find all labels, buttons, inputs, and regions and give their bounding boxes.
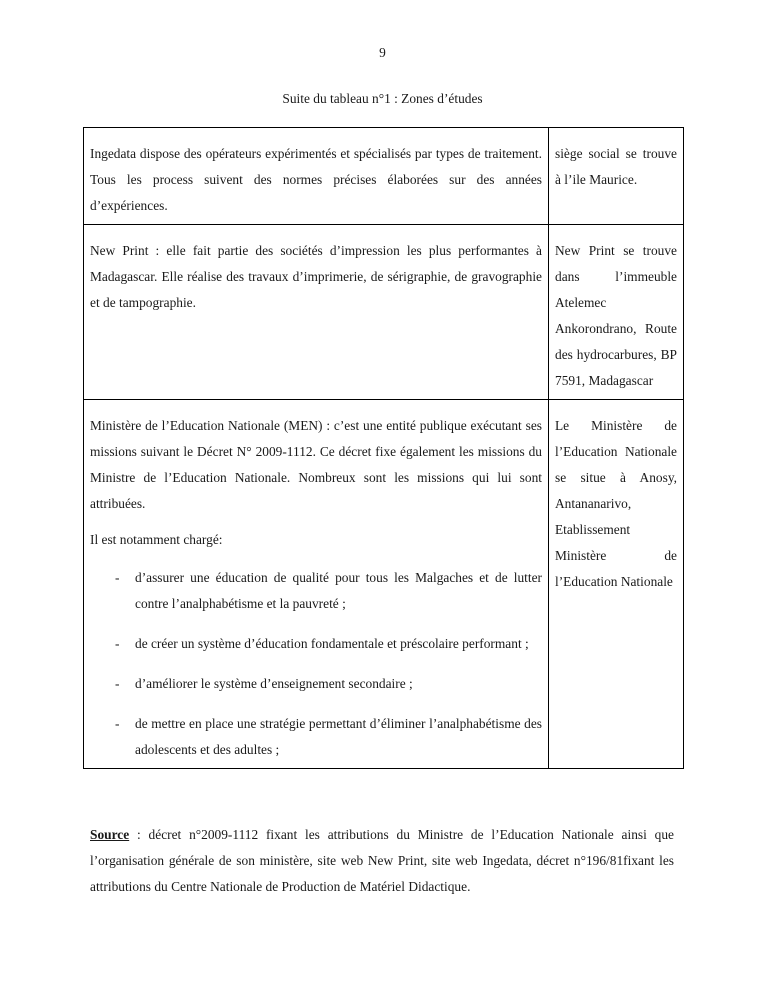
- list-item: [90, 631, 542, 657]
- list-item: [90, 711, 542, 763]
- mission-text: d’améliorer le système d’enseignement secondaire ;: [135, 676, 413, 691]
- description-text: Ingedata dispose des opérateurs expérimentés et spécialisés par types de traitement. Tous les process suivent des normes précises élaborées sur des années d’expériences.: [90, 146, 542, 213]
- row-location-cell: [549, 400, 684, 769]
- bullet-dash: -: [115, 676, 120, 691]
- zones-table: [83, 127, 684, 769]
- mission-text: d’assurer une éducation de qualité pour tous les Malgaches et de lutter contre l’analphabétisme et la pauvreté ;: [135, 570, 542, 611]
- bullet-dash: -: [115, 716, 120, 731]
- bullet-dash: -: [115, 636, 120, 651]
- missions-intro: Il est notamment chargé:: [90, 532, 223, 547]
- missions-list: [90, 565, 542, 763]
- bullet-dash: -: [115, 570, 120, 585]
- table-row: [84, 400, 684, 769]
- source-note: [90, 822, 674, 900]
- page-number: 9: [379, 45, 386, 60]
- mission-text: de mettre en place une stratégie permettant d’éliminer l’analphabétisme des adolescents et des adultes ;: [135, 716, 542, 757]
- table-row: [84, 128, 684, 225]
- row-description-cell: [84, 225, 549, 400]
- mission-text: de créer un système d’éducation fondamentale et préscolaire performant ;: [135, 636, 529, 651]
- row-location-cell: [549, 128, 684, 225]
- list-item: [90, 671, 542, 697]
- list-item: [90, 565, 542, 617]
- source-text: : décret n°2009-1112 fixant les attributions du Ministre de l’Education Nationale ainsi que l’organisation générale de son ministère, site web New Print, site web Ingedata, décret n°196/81fixant les attributions du Centre Nationale de Production de Matériel Didactique.: [90, 827, 674, 894]
- description-text: New Print : elle fait partie des sociétés d’impression les plus performantes à Madagascar. Elle réalise des travaux d’imprimerie, de sérigraphie, de gravographie et de tampographie.: [90, 243, 542, 310]
- description-text: Ministère de l’Education Nationale (MEN) : c’est une entité publique exécutant ses missions suivant le Décret N° 2009-1112. Ce décret fixe également les missions du Ministre de l’Education Nationale. Nombreux sont les missions qui lui sont attribuées.: [90, 418, 542, 511]
- row-description-cell: [84, 400, 549, 769]
- table-caption: Suite du tableau n°1 : Zones d’études: [282, 91, 483, 106]
- row-description-cell: [84, 128, 549, 225]
- row-location-cell: [549, 225, 684, 400]
- table-row: [84, 225, 684, 400]
- location-text: Le Ministère de l’Education Nationale se situe à Anosy, Antananarivo, Etablissement Ministère de l’Education Nationale: [555, 418, 677, 589]
- location-text: New Print se trouve dans l’immeuble Atelemec Ankorondrano, Route des hydrocarbures, BP 7591, Madagascar: [555, 243, 677, 388]
- location-text: siège social se trouve à l’ile Maurice.: [555, 146, 677, 187]
- source-label: Source: [90, 827, 130, 842]
